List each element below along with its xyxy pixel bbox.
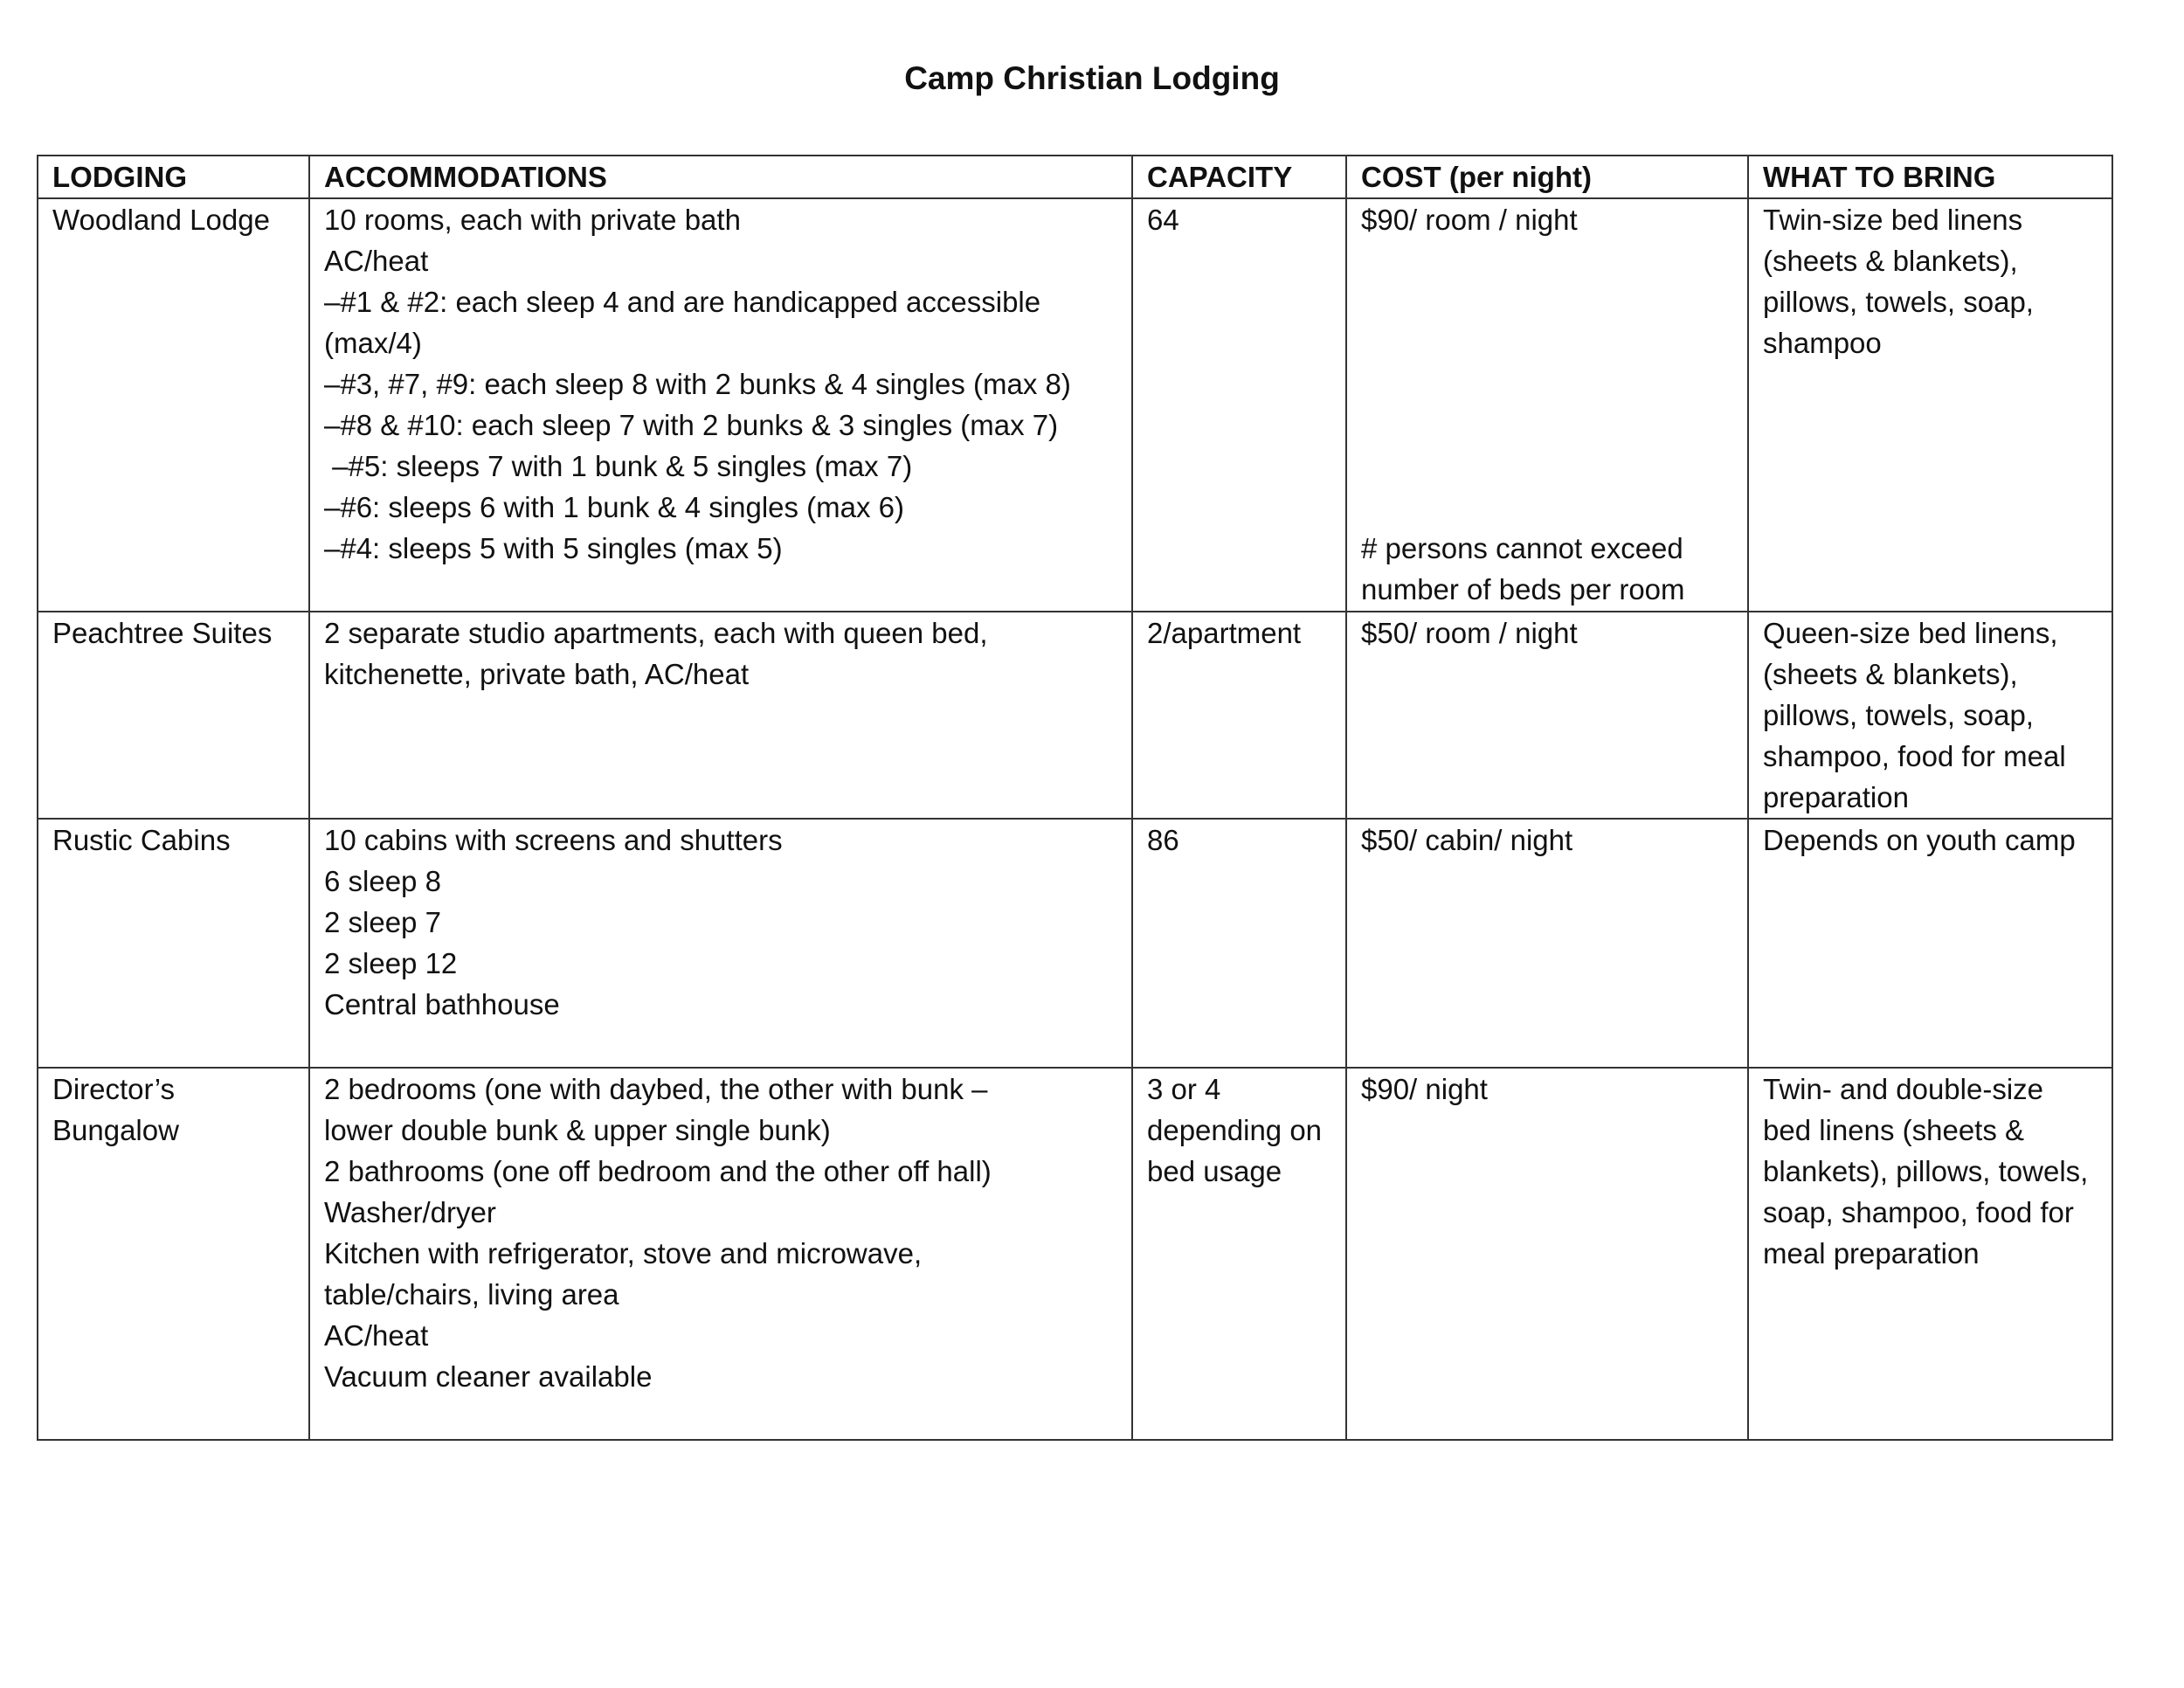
what-to-bring-cell: Twin-size bed linens (sheets & blankets), pillows, towels, soap, shampoo — [1748, 198, 2112, 612]
accommodation-line: table/chairs, living area — [324, 1278, 619, 1311]
accommodation-line: Kitchen with refrigerator, stove and microwave, — [324, 1237, 923, 1269]
accommodation-line: –#5: sleeps 7 with 1 bunk & 5 singles (max 7) — [324, 450, 913, 482]
header-cost: COST (per night) — [1346, 156, 1748, 198]
header-capacity: CAPACITY — [1132, 156, 1346, 198]
accommodation-line: Central bathhouse — [324, 988, 560, 1020]
accommodation-line: –#1 & #2: each sleep 4 and are handicapped accessible — [324, 286, 1041, 318]
accommodations-cell — [309, 612, 1132, 819]
capacity-cell: 86 — [1132, 819, 1346, 1068]
cost-value: $90/ room / night — [1361, 204, 1578, 236]
header-row — [38, 156, 2112, 198]
table-row — [38, 612, 2112, 819]
accommodation-line: 10 cabins with screens and shutters — [324, 824, 783, 856]
header-accommodations: ACCOMMODATIONS — [309, 156, 1132, 198]
capacity-cell: 64 — [1132, 198, 1346, 612]
cost-cell: $90/ night — [1346, 1068, 1748, 1440]
cost-cell — [1346, 198, 1748, 612]
accommodation-line: AC/heat — [324, 1319, 429, 1352]
accommodation-line: –#3, #7, #9: each sleep 8 with 2 bunks & 4 singles (max 8) — [324, 368, 1071, 400]
accommodations-cell — [309, 198, 1132, 612]
accommodation-line: –#4: sleeps 5 with 5 singles (max 5) — [324, 532, 783, 564]
accommodation-line: –#8 & #10: each sleep 7 with 2 bunks & 3 singles (max 7) — [324, 409, 1059, 441]
lodging-name: Director’s Bungalow — [38, 1068, 309, 1440]
accommodation-line: 2 bathrooms (one off bedroom and the other off hall) — [324, 1155, 992, 1187]
cost-cell: $50/ room / night — [1346, 612, 1748, 819]
accommodation-line: 2 sleep 7 — [324, 906, 441, 938]
accommodation-line: –#6: sleeps 6 with 1 bunk & 4 singles (max 6) — [324, 491, 905, 523]
what-to-bring-cell: Depends on youth camp — [1748, 819, 2112, 1068]
lodging-name: Peachtree Suites — [38, 612, 309, 819]
accommodation-line: 10 rooms, each with private bath — [324, 204, 741, 236]
accommodation-line: kitchenette, private bath, AC/heat — [324, 658, 750, 690]
accommodation-line: AC/heat — [324, 245, 429, 277]
accommodation-line: lower double bunk & upper single bunk) — [324, 1114, 831, 1146]
lodging-name: Rustic Cabins — [38, 819, 309, 1068]
cost-note: # persons cannot exceed number of beds per room — [1361, 532, 1685, 605]
accommodation-line: Washer/dryer — [324, 1196, 496, 1228]
lodging-name: Woodland Lodge — [38, 198, 309, 612]
page-title: Camp Christian Lodging — [904, 60, 1280, 96]
what-to-bring-cell: Twin- and double-size bed linens (sheets & blankets), pillows, towels, soap, shampoo, food for meal preparation — [1748, 1068, 2112, 1440]
accommodation-line: (max/4) — [324, 327, 422, 359]
accommodation-line: 2 sleep 12 — [324, 947, 458, 979]
accommodation-line: 2 bedrooms (one with daybed, the other with bunk – — [324, 1073, 988, 1105]
table-row — [38, 819, 2112, 1068]
table-row — [38, 198, 2112, 612]
capacity-cell: 2/apartment — [1132, 612, 1346, 819]
accommodations-cell — [309, 819, 1132, 1068]
accommodation-line: Vacuum cleaner available — [324, 1360, 653, 1393]
lodging-table — [37, 155, 2113, 1441]
accommodation-line: 2 separate studio apartments, each with queen bed, — [324, 617, 988, 649]
what-to-bring-cell: Queen-size bed linens, (sheets & blankets), pillows, towels, soap, shampoo, food for meal preparation — [1748, 612, 2112, 819]
accommodations-cell — [309, 1068, 1132, 1440]
accommodation-line: 6 sleep 8 — [324, 865, 441, 897]
header-lodging: LODGING — [38, 156, 309, 198]
cost-cell: $50/ cabin/ night — [1346, 819, 1748, 1068]
header-what-to-bring: WHAT TO BRING — [1748, 156, 2112, 198]
table-row — [38, 1068, 2112, 1440]
capacity-cell: 3 or 4 depending on bed usage — [1132, 1068, 1346, 1440]
